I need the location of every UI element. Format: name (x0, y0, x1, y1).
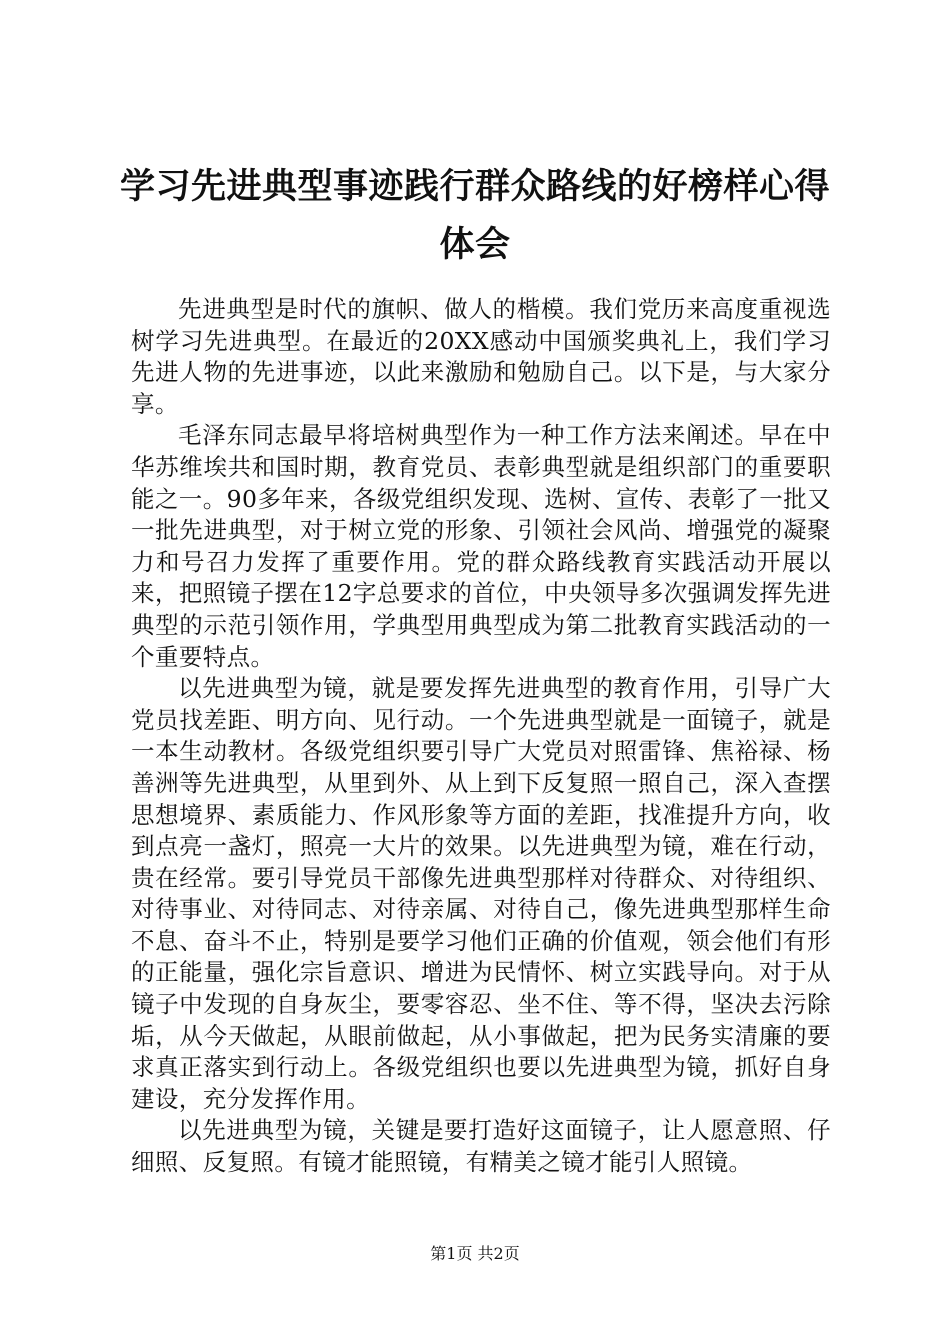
paragraph-2: 毛泽东同志最早将培树典型作为一种工作方法来阐述。早在中华苏维埃共和国时期，教育党员、表彰典型就是组织部门的重要职能之一。90多年来，各级党组织发现、选树、宣传、表彰了一批又一批先进典型，对于树立党的形象、引领社会风尚、增强党的凝聚力和号召力发挥了重要作用。党的群众路线教育实践活动开展以来，把照镜子摆在12字总要求的首位，中央领导多次强调发挥先进典型的示范引领作用，学典型用典型成为第二批教育实践活动的一个重要特点。 (131, 421, 831, 671)
paragraph-3: 以先进典型为镜，就是要发挥先进典型的教育作用，引导广大党员找差距、明方向、见行动。一个先进典型就是一面镜子，就是一本生动教材。各级党组织要引导广大党员对照雷锋、焦裕禄、杨善洲等先进典型，从里到外、从上到下反复照一照自己，深入查摆思想境界、素质能力、作风形象等方面的差距，找准提升方向，收到点亮一盏灯，照亮一大片的效果。以先进典型为镜，难在行动，贵在经常。要引导党员干部像先进典型那样对待群众、对待组织、对待事业、对待同志、对待亲属、对待自己，像先进典型那样生命不息、奋斗不止，特别是要学习他们正确的价值观，领会他们有形的正能量，强化宗旨意识、增进为民情怀、树立实践导向。对于从镜子中发现的自身灰尘，要零容忍、坐不住、等不得，坚决去污除垢，从今天做起，从眼前做起，从小事做起，把为民务实清廉的要求真正落实到行动上。各级党组织也要以先进典型为镜，抓好自身建设，充分发挥作用。 (131, 674, 831, 1113)
document-title: 学习先进典型事迹践行群众路线的好榜样心得体会 (119, 167, 830, 265)
paragraph-1: 先进典型是时代的旗帜、做人的楷模。我们党历来高度重视选树学习先进典型。在最近的20XX感动中国颁奖典礼上，我们学习先进人物的先进事迹，以此来激励和勉励自己。以下是，与大家分享。 (131, 295, 831, 418)
paragraph-4: 以先进典型为镜，关键是要打造好这面镜子，让人愿意照、仔细照、反复照。有镜才能照镜，有精美之镜才能引人照镜。 (131, 1116, 831, 1177)
document-body (131, 294, 831, 1179)
page-footer: 第1页 共2页 (430, 1244, 520, 1263)
